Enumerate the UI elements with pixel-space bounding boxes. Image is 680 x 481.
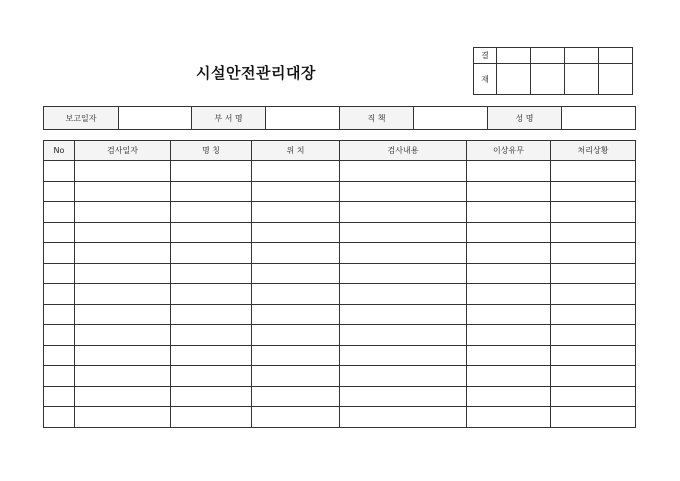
table-cell[interactable] (75, 386, 171, 407)
table-cell[interactable] (467, 345, 551, 366)
column-header-inspection-content: 검사내용 (340, 141, 467, 161)
table-cell[interactable] (467, 366, 551, 387)
info-row (43, 106, 636, 130)
column-header-inspection-date: 검사일자 (75, 141, 171, 161)
table-cell[interactable] (551, 345, 636, 366)
table-cell[interactable] (467, 222, 551, 243)
table-row (44, 222, 636, 243)
table-cell[interactable] (252, 345, 340, 366)
table-cell[interactable] (467, 407, 551, 428)
column-header-action-status: 처리상황 (551, 141, 636, 161)
table-cell[interactable] (551, 181, 636, 202)
approval-cell[interactable] (599, 48, 633, 64)
table-cell[interactable] (252, 325, 340, 346)
inspection-table (43, 140, 636, 428)
name-field[interactable] (562, 107, 636, 130)
report-date-label: 보고일자 (44, 107, 119, 130)
column-header-name: 명 칭 (171, 141, 252, 161)
position-field[interactable] (414, 107, 488, 130)
table-cell[interactable] (551, 243, 636, 264)
table-cell[interactable] (44, 222, 75, 243)
table-cell[interactable] (467, 181, 551, 202)
table-cell[interactable] (340, 325, 467, 346)
table-cell[interactable] (551, 161, 636, 182)
table-cell[interactable] (340, 222, 467, 243)
table-cell[interactable] (44, 325, 75, 346)
table-row (44, 284, 636, 305)
table-cell[interactable] (171, 161, 252, 182)
table-cell[interactable] (252, 202, 340, 223)
table-row (44, 202, 636, 223)
table-row (44, 407, 636, 428)
approval-sign-cell[interactable] (599, 64, 633, 95)
table-cell[interactable] (467, 304, 551, 325)
table-cell[interactable] (551, 366, 636, 387)
table-cell[interactable] (551, 222, 636, 243)
table-cell[interactable] (252, 366, 340, 387)
table-row (44, 181, 636, 202)
table-row (44, 386, 636, 407)
approval-cell[interactable] (565, 48, 599, 64)
name-label: 성 명 (488, 107, 562, 130)
table-cell[interactable] (252, 304, 340, 325)
department-field[interactable] (266, 107, 340, 130)
table-cell[interactable] (551, 304, 636, 325)
table-cell[interactable] (171, 243, 252, 264)
table-cell[interactable] (171, 345, 252, 366)
table-cell[interactable] (340, 407, 467, 428)
table-cell[interactable] (75, 243, 171, 264)
approval-cell[interactable] (497, 48, 531, 64)
table-cell[interactable] (340, 263, 467, 284)
table-cell[interactable] (252, 284, 340, 305)
report-date-field[interactable] (119, 107, 192, 130)
table-cell[interactable] (252, 263, 340, 284)
approval-label-bottom: 재 (474, 64, 497, 95)
approval-sign-cell[interactable] (497, 64, 531, 95)
table-cell[interactable] (171, 407, 252, 428)
table-cell[interactable] (171, 222, 252, 243)
table-row (44, 304, 636, 325)
table-cell[interactable] (340, 243, 467, 264)
table-row (44, 263, 636, 284)
table-cell[interactable] (75, 284, 171, 305)
table-cell[interactable] (75, 181, 171, 202)
approval-cell[interactable] (531, 48, 565, 64)
table-cell[interactable] (340, 161, 467, 182)
table-cell[interactable] (340, 181, 467, 202)
table-cell[interactable] (75, 202, 171, 223)
table-cell[interactable] (44, 181, 75, 202)
table-row (44, 366, 636, 387)
table-cell[interactable] (44, 366, 75, 387)
table-cell[interactable] (551, 325, 636, 346)
table-cell[interactable] (171, 202, 252, 223)
table-cell[interactable] (44, 243, 75, 264)
table-cell[interactable] (44, 386, 75, 407)
table-cell[interactable] (467, 263, 551, 284)
table-cell[interactable] (340, 284, 467, 305)
table-cell[interactable] (467, 161, 551, 182)
table-cell[interactable] (171, 284, 252, 305)
table-cell[interactable] (44, 263, 75, 284)
table-cell[interactable] (551, 386, 636, 407)
table-cell[interactable] (340, 304, 467, 325)
table-row (44, 325, 636, 346)
approval-box (473, 47, 633, 95)
table-cell[interactable] (75, 345, 171, 366)
table-cell[interactable] (44, 304, 75, 325)
table-row (44, 161, 636, 182)
table-cell[interactable] (340, 202, 467, 223)
table-cell[interactable] (467, 284, 551, 305)
table-cell[interactable] (252, 386, 340, 407)
approval-label-top: 결 (474, 48, 497, 64)
column-header-abnormality: 이상유무 (467, 141, 551, 161)
table-cell[interactable] (44, 407, 75, 428)
table-cell[interactable] (252, 161, 340, 182)
column-header-location: 위 치 (252, 141, 340, 161)
table-cell[interactable] (75, 366, 171, 387)
table-cell[interactable] (467, 386, 551, 407)
table-cell[interactable] (44, 161, 75, 182)
table-cell[interactable] (44, 202, 75, 223)
table-cell[interactable] (171, 366, 252, 387)
table-cell[interactable] (340, 345, 467, 366)
table-cell[interactable] (467, 325, 551, 346)
table-cell[interactable] (75, 304, 171, 325)
table-cell[interactable] (252, 181, 340, 202)
table-cell[interactable] (551, 202, 636, 223)
department-label: 부 서 명 (192, 107, 266, 130)
table-cell[interactable] (171, 304, 252, 325)
table-cell[interactable] (44, 284, 75, 305)
position-label: 직 책 (340, 107, 414, 130)
table-cell[interactable] (44, 345, 75, 366)
column-header-no: No (44, 141, 75, 161)
page-title: 시설안전관리대장 (196, 64, 316, 82)
table-cell[interactable] (75, 325, 171, 346)
table-cell[interactable] (75, 263, 171, 284)
table-cell[interactable] (467, 202, 551, 223)
table-cell[interactable] (75, 161, 171, 182)
table-row (44, 243, 636, 264)
table-cell[interactable] (171, 263, 252, 284)
table-row (44, 345, 636, 366)
table-cell[interactable] (171, 386, 252, 407)
table-cell[interactable] (75, 407, 171, 428)
table-cell[interactable] (252, 407, 340, 428)
approval-sign-cell[interactable] (531, 64, 565, 95)
table-cell[interactable] (75, 222, 171, 243)
table-cell[interactable] (551, 407, 636, 428)
table-cell[interactable] (340, 386, 467, 407)
table-cell[interactable] (551, 263, 636, 284)
table-cell[interactable] (171, 181, 252, 202)
table-cell[interactable] (467, 243, 551, 264)
table-cell[interactable] (551, 284, 636, 305)
table-cell[interactable] (171, 325, 252, 346)
approval-sign-cell[interactable] (565, 64, 599, 95)
table-cell[interactable] (340, 366, 467, 387)
table-cell[interactable] (252, 222, 340, 243)
table-cell[interactable] (252, 243, 340, 264)
